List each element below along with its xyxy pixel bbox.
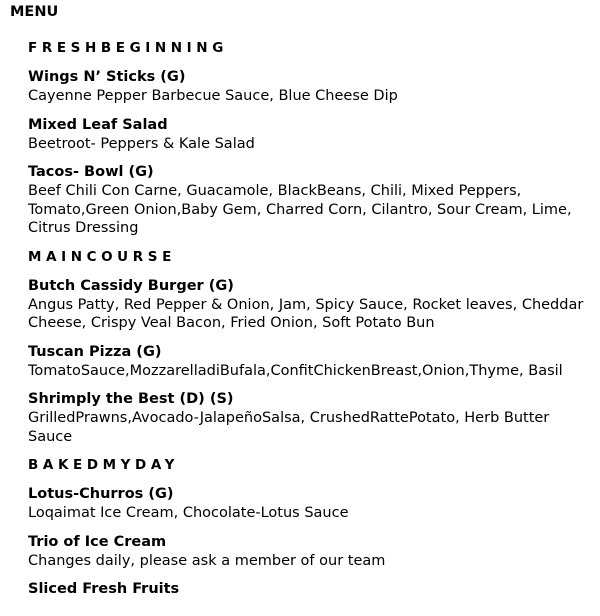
menu-item-description: GrilledPrawns,Avocado-JalapeñoSalsa, CrushedRattePotato, Herb Butter Sauce bbox=[28, 410, 550, 445]
menu-item bbox=[28, 485, 594, 523]
menu-item-name: Tacos- Bowl (G) bbox=[28, 164, 154, 180]
menu-item-description: Changes daily, please ask a member of our team bbox=[28, 552, 386, 569]
menu-item-name: Mixed Leaf Salad bbox=[28, 116, 168, 133]
menu-item bbox=[28, 68, 594, 106]
menu-section-main-course bbox=[28, 248, 594, 447]
menu-item bbox=[28, 163, 594, 238]
section-heading: BAKEDMYDAY bbox=[28, 457, 179, 473]
menu-title: MENU bbox=[10, 4, 59, 20]
menu-item-description: Angus Patty, Red Pepper & Onion, Jam, Spicy Sauce, Rocket leaves, Cheddar Cheese, Crispy Veal Bacon, Fried Onion, Soft Potato Bun bbox=[28, 296, 584, 331]
menu-item-name: Butch Cassidy Burger (G) bbox=[28, 277, 234, 294]
section-heading: FRESHBEGINNING bbox=[28, 40, 228, 56]
menu-item bbox=[28, 343, 594, 381]
menu-item-name: Tuscan Pizza (G) bbox=[28, 343, 162, 360]
menu-content bbox=[28, 39, 594, 608]
menu-item-description: TomatoSauce,MozzarelladiBufala,ConfitChickenBreast,Onion,Thyme, Basil bbox=[28, 362, 563, 379]
menu-item-description: Loqaimat Ice Cream, Chocolate-Lotus Sauce bbox=[28, 505, 349, 521]
menu-item bbox=[28, 580, 594, 598]
menu-item bbox=[28, 277, 594, 333]
menu-item-name: Wings N’ Sticks (G) bbox=[28, 69, 186, 85]
menu-section-baked-my-day bbox=[28, 456, 594, 598]
menu-section-fresh-beginning bbox=[28, 39, 594, 238]
menu-item bbox=[28, 390, 594, 446]
menu-item-name: Trio of Ice Cream bbox=[28, 533, 167, 550]
section-heading: MAINCOURSE bbox=[28, 248, 176, 265]
menu-item-name: Lotus-Churros (G) bbox=[28, 486, 174, 502]
menu-item-name: Sliced Fresh Fruits bbox=[28, 581, 180, 597]
menu-item bbox=[28, 116, 594, 154]
menu-item bbox=[28, 533, 594, 571]
menu-item-name: Shrimply the Best (D) (S) bbox=[28, 391, 234, 407]
menu-item-description: Cayenne Pepper Barbecue Sauce, Blue Cheese Dip bbox=[28, 88, 398, 104]
menu-item-description: Beetroot- Peppers & Kale Salad bbox=[28, 135, 255, 152]
menu-item-description: Beef Chili Con Carne, Guacamole, BlackBeans, Chili, Mixed Peppers, Tomato,Green Onion,Baby Gem, Charred Corn, Cilantro, Sour Cream, Lime, Citrus Dressing bbox=[28, 183, 572, 236]
